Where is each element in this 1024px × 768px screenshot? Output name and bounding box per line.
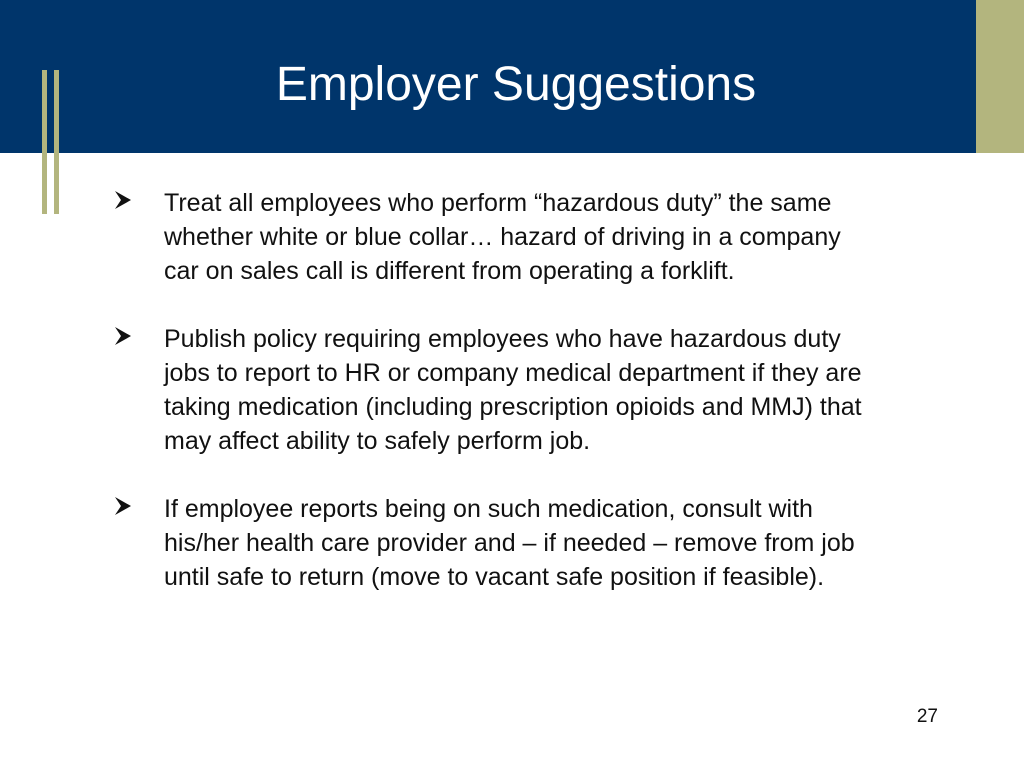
arrowhead-bullet-icon [113, 495, 137, 519]
bullet-text: Treat all employees who perform “hazardous duty” the same whether white or blue collar… hazard of driving in a company car on sales call is different from operating a forklift. [164, 189, 841, 285]
bullet-item [113, 492, 873, 594]
bullet-text: Publish policy requiring employees who have hazardous duty jobs to report to HR or company medical department if they are taking medication (including prescription opioids and MMJ) that may affect ability to safely perform job. [164, 325, 862, 455]
page-number: 27 [916, 706, 938, 727]
bullet-item [113, 186, 873, 288]
bullet-item [113, 322, 873, 458]
slide-title: Employer Suggestions [275, 58, 757, 111]
arrowhead-bullet-icon [113, 189, 137, 213]
arrowhead-bullet-icon [113, 325, 137, 349]
bullet-list [113, 186, 873, 594]
bullet-text: If employee reports being on such medication, consult with his/her health care provider and – if needed – remove from job until safe to return (move to vacant safe position if feasible). [164, 495, 855, 591]
